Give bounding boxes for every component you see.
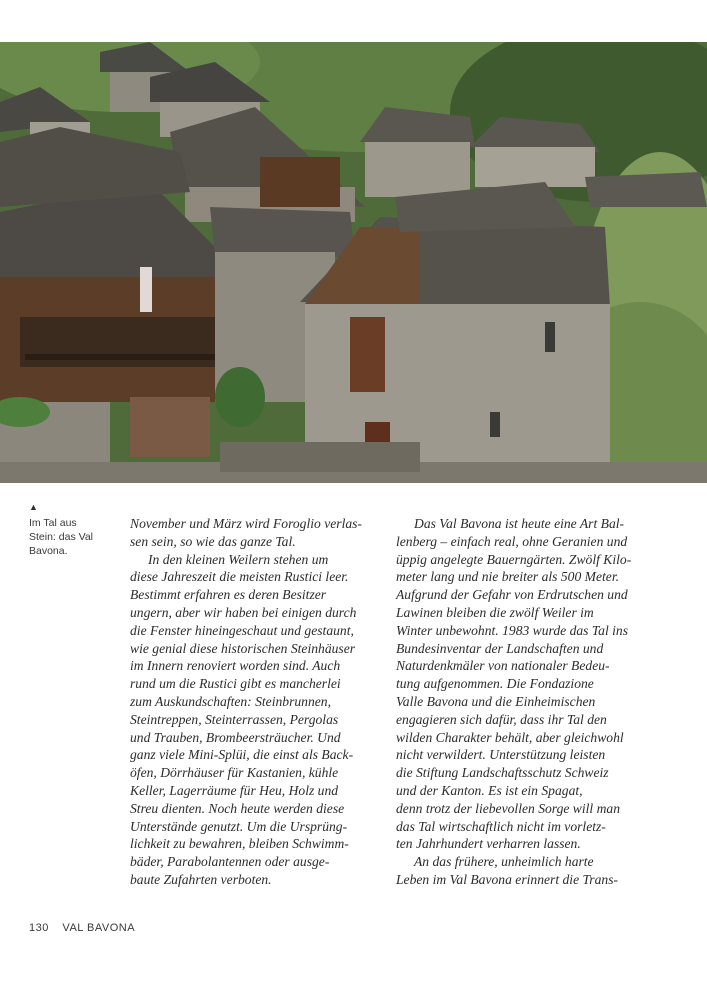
- body-line: Das Val Bavona ist heute eine Art Bal-: [414, 516, 625, 531]
- body-line: die Stiftung Landschaftsschutz Schweiz: [396, 765, 609, 781]
- text-column-right: [396, 515, 646, 889]
- body-line: und der Kanton. Es ist ein Spagat,: [396, 782, 583, 798]
- body-line: üppig angelegte Bauerngärten. Zwölf Kilo-: [396, 551, 632, 567]
- body-line: An das frühere, unheimlich harte: [414, 854, 594, 870]
- body-line: Keller, Lagerräume für Heu, Holz und: [130, 782, 339, 798]
- body-line: im Innern renoviert worden sind. Auch: [130, 658, 341, 674]
- body-line: bäder, Parabolantennen oder ausge-: [130, 854, 330, 870]
- body-line: baute Zufahrten verboten.: [130, 871, 272, 887]
- body-line: das Tal wirtschaftlich nicht im vorletz-: [396, 818, 606, 834]
- body-line: Lawinen bleiben die zwölf Weiler im: [396, 604, 594, 620]
- body-line: diese Jahreszeit die meisten Rustici leer.: [130, 569, 349, 585]
- village-illustration: [0, 42, 707, 483]
- body-line: In den kleinen Weilern stehen um: [148, 551, 329, 567]
- body-line: Winter unbewohnt. 1983 wurde das Tal ins: [396, 622, 628, 638]
- stone-village-photo: [0, 42, 707, 483]
- body-line: ungern, aber wir haben bei einigen durch: [130, 604, 357, 620]
- page-footer: [29, 922, 135, 934]
- body-line: öfen, Dörrhäuser für Kastanien, kühle: [130, 765, 339, 781]
- caption-marker-icon: ▲: [29, 502, 38, 512]
- caption-line: Stein: das Val: [29, 531, 94, 543]
- body-line: Valle Bavona und die Einheimischen: [396, 693, 596, 709]
- page-number: 130: [29, 922, 49, 934]
- body-line: zum Auskundschaften: Steinbrunnen,: [130, 693, 331, 709]
- text-column-left: [130, 515, 380, 889]
- body-line: Naturdenkmäler von nationaler Bedeu-: [396, 658, 610, 674]
- photo-caption: [29, 502, 119, 558]
- body-line: ten Jahrhundert verharren lassen.: [396, 836, 581, 852]
- body-line: Bestimmt erfahren es deren Besitzer: [130, 587, 327, 603]
- body-line: lichkeit zu bewahren, bleiben Schwimm-: [130, 836, 349, 852]
- body-line: meter lang und nie breiter als 500 Meter.: [396, 569, 620, 585]
- body-line: engagieren sich dafür, dass ihr Tal den: [396, 711, 607, 727]
- body-line: wie genial diese historischen Steinhäuser: [130, 640, 356, 656]
- section-title: VAL BAVONA: [62, 922, 136, 934]
- body-line: lenberg – einfach real, ohne Geranien und: [396, 533, 628, 549]
- body-line: und Trauben, Brombeersträucher. Und: [130, 729, 341, 745]
- body-line: Aufgrund der Gefahr von Erdrutschen und: [396, 587, 628, 603]
- caption-line: Bavona.: [29, 545, 68, 557]
- body-line: November und März wird Foroglio verlas-: [130, 516, 362, 531]
- body-line: wilden Charakter behält, aber gleichwohl: [396, 729, 624, 745]
- body-line: Streu dienten. Noch heute werden diese: [130, 800, 345, 816]
- body-line: Leben im Val Bavona erinnert die Trans-: [396, 871, 619, 887]
- body-line: sen sein, so wie das ganze Tal.: [130, 533, 296, 549]
- body-line: die Fenster hineingeschaut und gestaunt,: [130, 622, 354, 638]
- caption-line: Im Tal aus: [29, 517, 77, 529]
- body-line: rund um die Rustici gibt es mancherlei: [130, 676, 341, 692]
- body-line: nicht verwildert. Unterstützung leisten: [396, 747, 606, 763]
- body-line: Steintreppen, Steinterrassen, Pergolas: [130, 711, 339, 727]
- body-line: tung aufgenommen. Die Fondazione: [396, 676, 594, 692]
- body-line: ganz viele Mini-Splüi, die einst als Back-: [130, 747, 354, 763]
- body-line: Unterstände genutzt. Um die Ursprüng-: [130, 818, 348, 834]
- body-line: denn trotz der liebevollen Sorge will man: [396, 800, 621, 816]
- body-line: Bundesinventar der Landschaften und: [396, 640, 604, 656]
